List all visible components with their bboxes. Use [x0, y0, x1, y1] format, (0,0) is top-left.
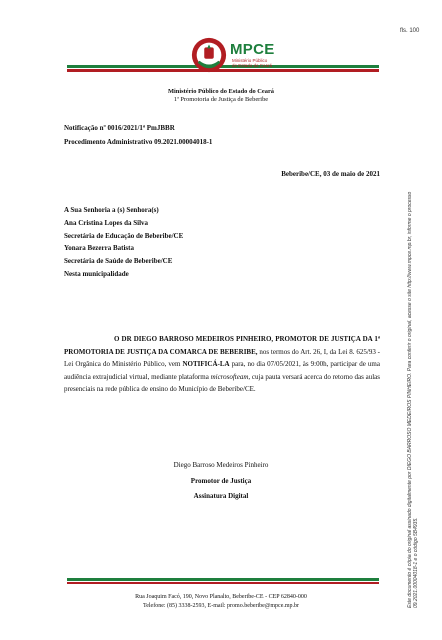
- body-text-1: nos termos do Art. 26, I, da Lei 8. 625/93 - Lei Orgânica do Ministério Público, vem: [64, 347, 380, 368]
- side-note-line1: Este documento é cópia do original assinado digitalmente por DIEGO BARROSO MEDEIROS PINHEIRO. Para conferir o original, acesse o site http://www.mpce.mp.br, informe o processo: [407, 191, 413, 608]
- procedure-number: Procedimento Administrativo 09.2021.00004018-1: [64, 138, 213, 146]
- body-text-3: , cuja pauta versará acerca do retorno das aulas presenciais na rede pública de ensino do Município de Beberibe/CE.: [64, 372, 380, 393]
- brand-subtitle: [232, 58, 292, 68]
- brand-sub-line1: Ministério Público: [232, 58, 268, 63]
- addressee-line: Ana Cristina Lopes da Silva: [64, 218, 149, 227]
- brand-sub-line2: do Estado do Ceará: [232, 63, 273, 68]
- addressee-block: [64, 204, 183, 281]
- body-promoter: O DR DIEGO BARROSO MEDEIROS PINHEIRO, PROMOTOR DE JUSTIÇA DA 1ª PROMOTORIA DE JUSTIÇA DA COMARCA DE BEBERIBE,: [64, 335, 380, 356]
- addressee-line: A Sua Senhoria a (s) Senhora(s): [64, 206, 159, 214]
- footer-contact: Telefone: (85) 3338-2593, E-mail: promo.beberibe@mpce.mp.br: [142, 603, 300, 609]
- institution-name: Ministério Público do Estado do Ceará: [168, 88, 274, 95]
- addressee-line: Secretária de Educação de Beberibe/CE: [64, 231, 184, 240]
- page-number: fls. 100: [400, 28, 420, 34]
- footer-address: Rua Joaquim Facó, 190, Novo Planalto, Beberibe-CE - CEP 62840-000: [135, 594, 307, 600]
- body-notify: NOTIFICÁ-LA: [182, 360, 230, 368]
- body-text-2: para, no dia 07/05/2021, às 9:00h, participar de uma audiência extrajudicial virtual, mediante plataforma: [64, 360, 380, 381]
- brand-name: MPCE: [230, 41, 275, 58]
- digital-signature-note: [407, 108, 421, 608]
- signature-type: Assinatura Digital: [193, 492, 249, 500]
- mpce-logo: [190, 36, 290, 80]
- notification-body: [64, 333, 380, 396]
- notification-number: Notificação nº 0016/2021/1ª PmJBBR: [64, 124, 175, 132]
- office-name: 1ª Promotoria de Justiça de Beberibe: [173, 96, 269, 103]
- addressee-line: Secretária de Saúde de Beberibe/CE: [64, 257, 173, 266]
- signature-name: Diego Barroso Medeiros Pinheiro: [173, 461, 269, 469]
- addressee-line: Yonara Bezerra Batista: [64, 244, 134, 253]
- signature-role: Promotor de Justiça: [190, 477, 252, 485]
- addressee-line: Nesta municipalidade: [64, 269, 129, 278]
- footer-stripe-green: [67, 578, 379, 581]
- body-platform: microsofteam: [210, 372, 249, 381]
- footer-stripe-red: [67, 582, 379, 584]
- seal-icon: [190, 36, 228, 74]
- side-note-line2: 09.2021.00004018-1 e o código 5B4935.: [413, 517, 420, 608]
- date-line: Beberibe/CE, 03 de maio de 2021: [281, 170, 380, 178]
